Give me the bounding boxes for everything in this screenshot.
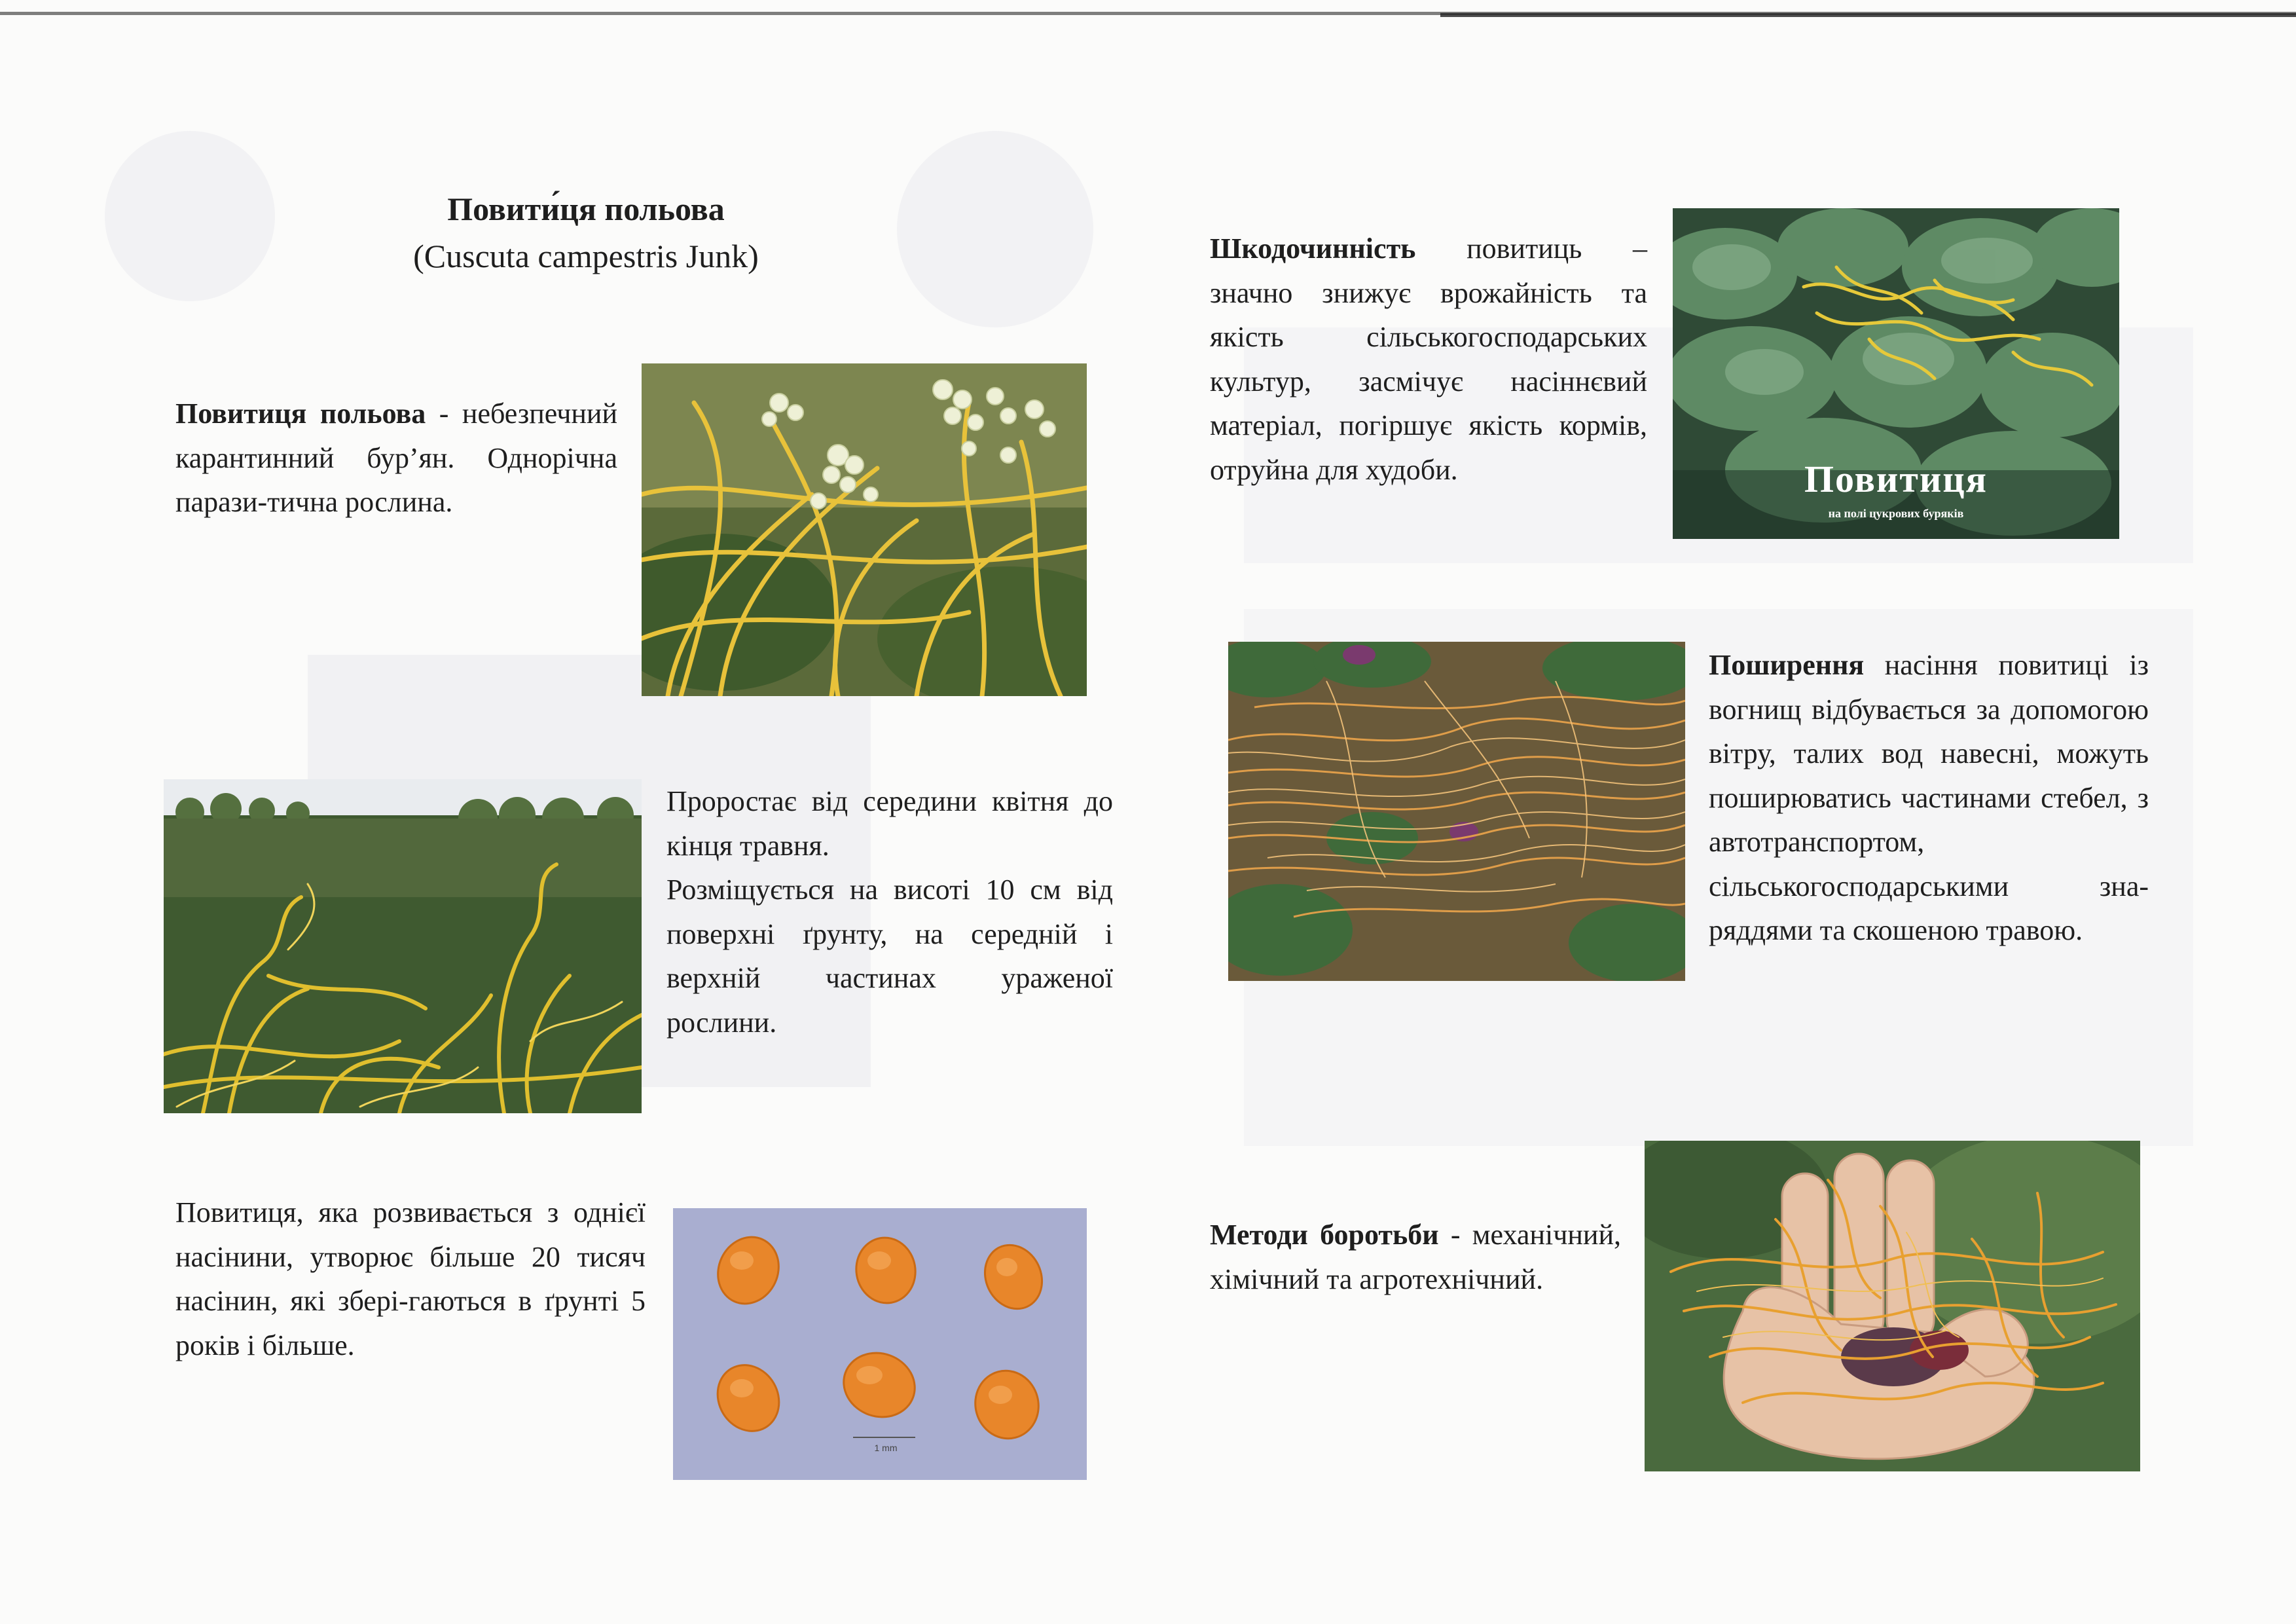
showthrough-block [897,131,1093,327]
intro-term: Повитиця польова [175,397,426,430]
intro-text: - небезпечний карантинний бур’ян. Однорічна парази-тична рослина. [175,397,617,518]
page-top-edge-dark [1440,13,2296,17]
harm-paragraph [1210,227,1647,492]
photo-field-infestation [164,779,642,1113]
control-text: - механічний, хімічний та агротехнічний. [1210,1219,1621,1295]
page-title: Повити́ця польова [447,191,725,227]
beet-subcaption: на полі цукрових буряків [1828,507,1964,520]
spread-text: насіння повитиці із вогнищ відбувається за допомогою вітру, талих вод навесні, можуть поширюватись частинами стебел, з автотранспортом, сільськогосподарськими зна-ряддями та скошеною травою. [1709,649,2149,946]
growth-period: Проростає від середини квітня до кінця травня. [666,785,1113,862]
showthrough-block [105,131,275,301]
growth-location: Розміщується на висоті 10 см від поверхні ґрунту, на середній і верхній частинах ураженої рослини. [666,874,1113,1039]
control-paragraph [1210,1213,1621,1301]
photo-infested-ground [1228,642,1685,981]
spread-term: Поширення [1709,649,1865,681]
intro-paragraph [175,392,617,525]
beet-caption: Повитиця [1804,458,1988,500]
photo-hand-dodder [1645,1141,2140,1471]
seeds-image [673,1208,1087,1480]
photo-seeds [673,1208,1087,1480]
harm-text: повитиць – значно знижує врожайність та якість сільськогосподарських культур, засмічує насіннєвий матеріал, погіршує якість кормів, отруйна для худоби. [1210,232,1647,486]
growth-paragraph [666,779,1113,1044]
photo-flowers-closeup [642,363,1087,696]
flowers-image [642,363,1087,696]
harm-term: Шкодочинність [1210,232,1416,265]
page-subtitle: (Cuscuta campestris Junk) [413,238,759,274]
hand-image [1645,1141,2140,1471]
infested-ground-image [1228,642,1685,981]
spread-paragraph [1709,643,2149,953]
seeds-paragraph: Повитиця, яка розвивається з однієї насінини, утворює більше 20 тисяч насінин, які збері-гаються в ґрунті 5 років і більше. [175,1196,646,1361]
photo-beet-field [1673,208,2119,539]
control-term: Методи боротьби [1210,1219,1439,1251]
field-image [164,779,642,1113]
scale-label: 1 mm [874,1443,898,1453]
